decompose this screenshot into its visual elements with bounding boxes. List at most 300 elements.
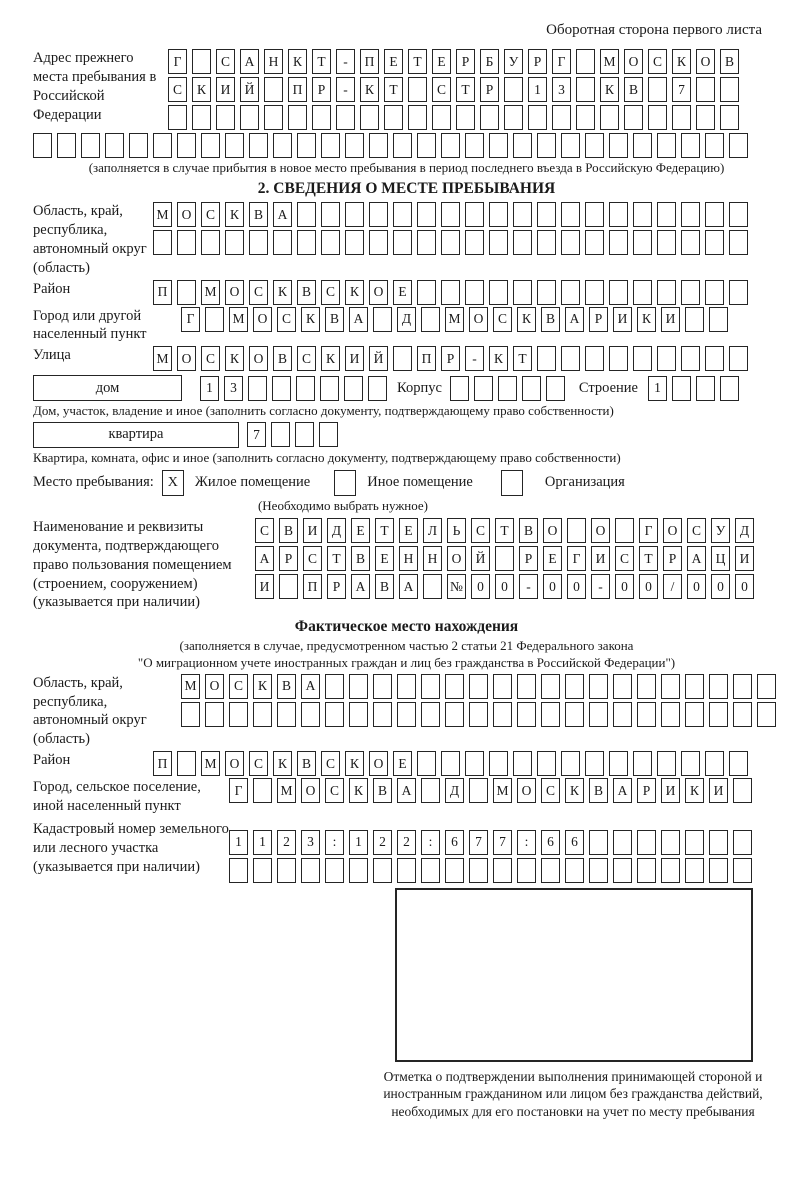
char-cell — [661, 830, 680, 855]
char-cell — [445, 674, 464, 699]
char-cell — [561, 202, 580, 227]
char-cell — [181, 702, 200, 727]
char-cell — [205, 307, 224, 332]
char-cell — [681, 133, 700, 158]
char-cell — [552, 105, 571, 130]
document-label: Наименование и реквизиты документа, подтверждающего право пользования помещением (строением, сооружением) (указывается при наличии) — [33, 519, 232, 611]
char-cell — [513, 280, 532, 305]
char-cell: 7 — [672, 77, 691, 102]
char-cell — [537, 230, 556, 255]
char-cell — [729, 346, 748, 371]
actual-district-label: Район — [33, 752, 71, 769]
char-cell — [585, 280, 604, 305]
stay-option-label-organization: Организация — [544, 474, 625, 491]
char-cell — [349, 858, 368, 883]
char-cell: / — [663, 574, 682, 599]
char-cell: Р — [637, 778, 656, 803]
char-cell — [297, 202, 316, 227]
char-cell — [225, 133, 244, 158]
char-cell — [216, 105, 235, 130]
char-cell: Г — [168, 49, 187, 74]
char-cell — [423, 574, 442, 599]
stay-option-label-residential: Жилое помещение — [194, 474, 311, 491]
char-cell: Р — [456, 49, 475, 74]
char-cell: Т — [375, 518, 394, 543]
char-cell — [277, 858, 296, 883]
char-cell: О — [301, 778, 320, 803]
prev-address-label: Адрес прежнего места пребывания в Российской Федерации — [33, 50, 157, 123]
char-cell — [253, 778, 272, 803]
char-cell — [537, 202, 556, 227]
char-cell — [661, 858, 680, 883]
document-row-3 — [255, 574, 754, 599]
district-row — [153, 280, 748, 305]
char-cell: : — [421, 830, 440, 855]
char-cell — [129, 133, 148, 158]
char-cell: Р — [279, 546, 298, 571]
char-cell: 3 — [301, 830, 320, 855]
char-cell: А — [255, 546, 274, 571]
char-cell: М — [445, 307, 464, 332]
char-cell — [696, 77, 715, 102]
char-cell — [561, 230, 580, 255]
char-cell: К — [225, 202, 244, 227]
char-cell — [705, 751, 724, 776]
char-cell: П — [360, 49, 379, 74]
stay-option-checkbox-other — [334, 470, 356, 496]
char-cell — [336, 105, 355, 130]
char-cell: С — [687, 518, 706, 543]
street-row — [153, 346, 748, 371]
char-cell — [421, 858, 440, 883]
char-cell — [565, 674, 584, 699]
char-cell — [441, 133, 460, 158]
char-cell: О — [205, 674, 224, 699]
char-cell — [441, 202, 460, 227]
char-cell: И — [661, 307, 680, 332]
char-cell — [384, 105, 403, 130]
char-cell: К — [225, 346, 244, 371]
char-cell: - — [519, 574, 538, 599]
char-cell: Д — [397, 307, 416, 332]
char-cell: О — [517, 778, 536, 803]
char-cell — [465, 751, 484, 776]
char-cell — [469, 778, 488, 803]
char-cell: Н — [423, 546, 442, 571]
char-cell: А — [351, 574, 370, 599]
char-cell: О — [447, 546, 466, 571]
char-cell: О — [591, 518, 610, 543]
char-cell: - — [591, 574, 610, 599]
char-cell — [421, 702, 440, 727]
char-cell: П — [153, 751, 172, 776]
char-cell: А — [273, 202, 292, 227]
house-cells — [200, 376, 387, 401]
region-block — [33, 202, 780, 277]
char-cell: М — [493, 778, 512, 803]
char-cell: - — [465, 346, 484, 371]
char-cell — [733, 830, 752, 855]
char-cell — [609, 202, 628, 227]
char-cell — [633, 346, 652, 371]
char-cell — [493, 674, 512, 699]
char-cell — [417, 230, 436, 255]
char-cell: С — [493, 307, 512, 332]
char-cell: - — [336, 49, 355, 74]
char-cell: А — [397, 778, 416, 803]
char-cell — [469, 702, 488, 727]
char-cell — [319, 422, 338, 447]
char-cell — [465, 280, 484, 305]
char-cell: О — [253, 307, 272, 332]
char-cell — [373, 674, 392, 699]
char-cell — [585, 346, 604, 371]
char-cell — [465, 133, 484, 158]
char-cell — [498, 376, 517, 401]
char-cell — [57, 133, 76, 158]
char-cell — [589, 674, 608, 699]
cadastral-label: Кадастровый номер земельного или лесного участка (указывается при наличии) — [33, 820, 229, 875]
char-cell — [465, 230, 484, 255]
char-cell: М — [153, 346, 172, 371]
char-cell: Р — [528, 49, 547, 74]
char-cell — [296, 376, 315, 401]
char-cell — [589, 858, 608, 883]
char-cell: С — [201, 202, 220, 227]
char-cell: К — [345, 280, 364, 305]
char-cell: Р — [480, 77, 499, 102]
char-cell — [249, 230, 268, 255]
char-cell: А — [301, 674, 320, 699]
char-cell — [408, 77, 427, 102]
char-cell — [709, 702, 728, 727]
char-cell: Р — [312, 77, 331, 102]
char-cell: 6 — [565, 830, 584, 855]
char-cell: В — [297, 280, 316, 305]
char-cell: К — [349, 778, 368, 803]
char-cell — [657, 751, 676, 776]
char-cell — [369, 230, 388, 255]
char-cell — [321, 202, 340, 227]
char-cell — [325, 702, 344, 727]
char-cell — [537, 346, 556, 371]
char-cell — [709, 830, 728, 855]
char-cell: В — [273, 346, 292, 371]
char-cell — [469, 858, 488, 883]
char-cell: Н — [264, 49, 283, 74]
char-cell: К — [360, 77, 379, 102]
char-cell: П — [303, 574, 322, 599]
char-cell: 1 — [648, 376, 667, 401]
char-cell — [320, 376, 339, 401]
char-cell: В — [720, 49, 739, 74]
char-cell — [325, 858, 344, 883]
char-cell — [192, 105, 211, 130]
char-cell — [301, 702, 320, 727]
char-cell: С — [325, 778, 344, 803]
char-cell — [105, 133, 124, 158]
char-cell: В — [277, 674, 296, 699]
char-cell: И — [709, 778, 728, 803]
char-cell: 0 — [495, 574, 514, 599]
char-cell: П — [417, 346, 436, 371]
char-cell — [567, 518, 586, 543]
char-cell: Й — [369, 346, 388, 371]
char-cell — [613, 702, 632, 727]
char-cell: Й — [240, 77, 259, 102]
char-cell: П — [288, 77, 307, 102]
char-cell — [609, 133, 628, 158]
char-cell: С — [615, 546, 634, 571]
char-cell: Й — [471, 546, 490, 571]
char-cell — [277, 702, 296, 727]
street-block — [33, 346, 780, 371]
char-cell — [696, 105, 715, 130]
char-cell: С — [648, 49, 667, 74]
char-cell — [600, 105, 619, 130]
char-cell: О — [543, 518, 562, 543]
char-cell — [513, 751, 532, 776]
char-cell — [609, 346, 628, 371]
char-cell — [495, 546, 514, 571]
char-cell — [585, 133, 604, 158]
street-label: Улица — [33, 347, 71, 364]
prev-address-note: (заполняется в случае прибытия в новое место пребывания в период последнего въезда в Российскую Федерацию) — [88, 160, 725, 175]
char-cell — [681, 202, 700, 227]
char-cell — [648, 77, 667, 102]
char-cell — [397, 858, 416, 883]
char-cell: С — [255, 518, 274, 543]
char-cell: 7 — [493, 830, 512, 855]
char-cell: 6 — [445, 830, 464, 855]
char-cell — [657, 133, 676, 158]
char-cell — [561, 133, 580, 158]
char-cell — [493, 858, 512, 883]
char-cell — [229, 702, 248, 727]
char-cell — [272, 376, 291, 401]
stamp-caption: Отметка о подтверждении выполнения принимающей стороной и иностранным гражданином или лицом без гражданства действий, необходимых для его постановки на учет по месту пребывания — [383, 1068, 763, 1119]
char-cell — [541, 858, 560, 883]
char-cell: М — [229, 307, 248, 332]
char-cell: Г — [552, 49, 571, 74]
char-cell: М — [600, 49, 619, 74]
char-cell — [489, 230, 508, 255]
char-cell — [489, 280, 508, 305]
char-cell: В — [541, 307, 560, 332]
district-block — [33, 280, 780, 305]
prev-address-row-4 — [33, 133, 780, 158]
char-cell — [432, 105, 451, 130]
char-cell: М — [201, 280, 220, 305]
char-cell — [681, 346, 700, 371]
char-cell — [633, 133, 652, 158]
char-cell: Р — [663, 546, 682, 571]
char-cell: О — [177, 202, 196, 227]
char-cell — [397, 702, 416, 727]
char-cell: 0 — [711, 574, 730, 599]
char-cell — [177, 280, 196, 305]
char-cell — [565, 702, 584, 727]
char-cell: В — [375, 574, 394, 599]
char-cell — [565, 858, 584, 883]
char-cell — [733, 778, 752, 803]
char-cell — [657, 230, 676, 255]
char-cell — [288, 105, 307, 130]
char-cell: 0 — [687, 574, 706, 599]
apartment-row — [33, 422, 780, 448]
char-cell: Г — [639, 518, 658, 543]
char-cell: Е — [399, 518, 418, 543]
char-cell — [576, 105, 595, 130]
char-cell — [295, 422, 314, 447]
actual-district-row — [153, 751, 748, 776]
char-cell: С — [321, 751, 340, 776]
char-cell — [408, 105, 427, 130]
char-cell: № — [447, 574, 466, 599]
stay-option-label-other: Иное помещение — [367, 474, 473, 491]
char-cell: Е — [393, 280, 412, 305]
char-cell: Т — [456, 77, 475, 102]
char-cell: Р — [519, 546, 538, 571]
char-cell — [733, 858, 752, 883]
char-cell: Т — [312, 49, 331, 74]
region-row-2 — [153, 230, 748, 255]
char-cell: О — [469, 307, 488, 332]
char-cell — [264, 105, 283, 130]
char-cell — [609, 230, 628, 255]
char-cell — [321, 133, 340, 158]
char-cell — [720, 105, 739, 130]
char-cell — [576, 77, 595, 102]
char-cell — [397, 674, 416, 699]
char-cell — [248, 376, 267, 401]
char-cell — [325, 674, 344, 699]
region-row-1 — [153, 202, 748, 227]
char-cell: К — [565, 778, 584, 803]
char-cell: Е — [543, 546, 562, 571]
char-cell — [373, 307, 392, 332]
char-cell — [537, 280, 556, 305]
char-cell — [729, 133, 748, 158]
char-cell — [705, 133, 724, 158]
char-cell: И — [345, 346, 364, 371]
char-cell — [541, 702, 560, 727]
char-cell: И — [613, 307, 632, 332]
char-cell — [345, 202, 364, 227]
char-cell — [537, 133, 556, 158]
char-cell — [615, 518, 634, 543]
char-cell — [576, 49, 595, 74]
char-cell — [273, 133, 292, 158]
char-cell: О — [369, 751, 388, 776]
char-cell — [709, 307, 728, 332]
char-cell: О — [225, 751, 244, 776]
char-cell: Р — [441, 346, 460, 371]
char-cell — [517, 702, 536, 727]
char-cell — [225, 230, 244, 255]
char-cell — [613, 674, 632, 699]
char-cell: Д — [327, 518, 346, 543]
actual-location-note-2: "О миграционном учете иностранных граждан и лиц без гражданства в Российской Федерации") — [137, 654, 676, 670]
char-cell — [685, 702, 704, 727]
char-cell — [201, 230, 220, 255]
char-cell: К — [273, 751, 292, 776]
char-cell: В — [325, 307, 344, 332]
char-cell — [672, 376, 691, 401]
char-cell: В — [519, 518, 538, 543]
char-cell — [450, 376, 469, 401]
char-cell: Р — [589, 307, 608, 332]
char-cell — [637, 702, 656, 727]
char-cell: К — [273, 280, 292, 305]
char-cell: : — [325, 830, 344, 855]
char-cell — [657, 202, 676, 227]
char-cell — [205, 702, 224, 727]
char-cell: К — [600, 77, 619, 102]
char-cell: С — [249, 751, 268, 776]
char-cell — [417, 133, 436, 158]
char-cell — [489, 202, 508, 227]
char-cell: И — [591, 546, 610, 571]
char-cell — [177, 133, 196, 158]
prev-address-block — [33, 49, 780, 130]
char-cell: И — [303, 518, 322, 543]
char-cell — [393, 133, 412, 158]
char-cell — [613, 830, 632, 855]
char-cell: 7 — [247, 422, 266, 447]
char-cell: Т — [384, 77, 403, 102]
actual-location-title: Фактическое место нахождения — [294, 618, 519, 636]
char-cell — [757, 674, 776, 699]
stroenie-cells — [648, 376, 739, 401]
char-cell — [624, 105, 643, 130]
char-cell: А — [399, 574, 418, 599]
char-cell — [633, 280, 652, 305]
char-cell — [441, 230, 460, 255]
korpus-label: Корпус — [397, 379, 442, 396]
char-cell: К — [637, 307, 656, 332]
char-cell: Н — [399, 546, 418, 571]
stroenie-label: Строение — [578, 379, 638, 396]
char-cell: - — [336, 77, 355, 102]
char-cell: Ц — [711, 546, 730, 571]
char-cell: К — [672, 49, 691, 74]
char-cell: Г — [181, 307, 200, 332]
char-cell: К — [685, 778, 704, 803]
char-cell — [297, 230, 316, 255]
char-cell — [271, 422, 290, 447]
korpus-cells — [450, 376, 565, 401]
char-cell: М — [201, 751, 220, 776]
char-cell — [153, 133, 172, 158]
char-cell: 1 — [253, 830, 272, 855]
char-cell — [417, 751, 436, 776]
char-cell — [537, 751, 556, 776]
char-cell: С — [229, 674, 248, 699]
char-cell — [720, 376, 739, 401]
char-cell: А — [613, 778, 632, 803]
char-cell: Ь — [447, 518, 466, 543]
char-cell — [696, 376, 715, 401]
city-row — [181, 307, 728, 332]
char-cell: О — [663, 518, 682, 543]
char-cell — [421, 307, 440, 332]
char-cell — [504, 77, 523, 102]
char-cell — [633, 230, 652, 255]
char-cell: М — [277, 778, 296, 803]
char-cell: У — [711, 518, 730, 543]
char-cell — [201, 133, 220, 158]
